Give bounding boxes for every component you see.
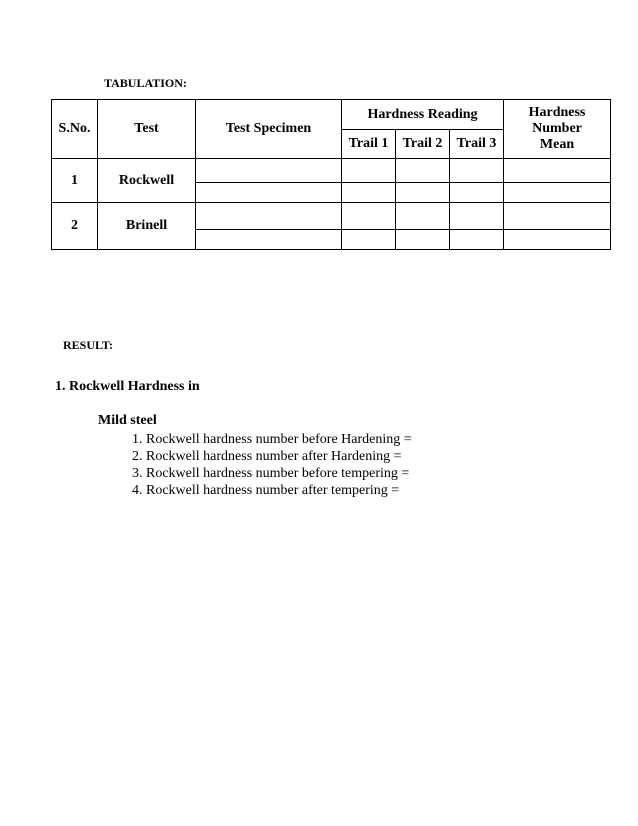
list-item: 1. Rockwell hardness number before Hardening =: [132, 432, 412, 447]
header-trail-3: Trail 3: [450, 130, 504, 159]
table-row: [52, 159, 611, 183]
cell-empty: [342, 203, 396, 230]
cell-empty: [196, 183, 342, 203]
material-heading: Mild steel: [98, 413, 157, 428]
cell-empty: [504, 159, 611, 183]
header-mean-line: Mean: [539, 137, 575, 152]
header-sno: S.No.: [52, 100, 98, 159]
cell-empty: [504, 230, 611, 250]
cell-sno: 2: [52, 203, 98, 250]
cell-empty: [342, 183, 396, 203]
header-hardness-number-mean: [504, 100, 611, 159]
header-trail-2: Trail 2: [396, 130, 450, 159]
header-mean-line: Hardness: [528, 105, 586, 120]
cell-empty: [450, 203, 504, 230]
header-mean-line: Number: [532, 121, 582, 136]
table-row: [52, 203, 611, 230]
result-heading: RESULT:: [63, 338, 114, 352]
list-item: 4. Rockwell hardness number after tempering =: [132, 483, 400, 498]
cell-empty: [450, 183, 504, 203]
list-item: 2. Rockwell hardness number after Hardening =: [132, 449, 402, 464]
header-trail-1: Trail 1: [342, 130, 396, 159]
header-test: Test: [98, 100, 196, 159]
cell-empty: [396, 183, 450, 203]
cell-test: Rockwell: [98, 159, 196, 203]
header-hardness-reading: Hardness Reading: [342, 100, 504, 130]
cell-empty: [396, 159, 450, 183]
cell-empty: [196, 230, 342, 250]
cell-sno: 1: [52, 159, 98, 203]
cell-empty: [196, 203, 342, 230]
cell-empty: [342, 230, 396, 250]
cell-test: Brinell: [98, 203, 196, 250]
cell-empty: [504, 203, 611, 230]
cell-empty: [504, 183, 611, 203]
section-heading: 1. Rockwell Hardness in: [55, 379, 200, 394]
list-item: 3. Rockwell hardness number before tempering =: [132, 466, 410, 481]
cell-empty: [396, 203, 450, 230]
cell-empty: [450, 230, 504, 250]
tabulation-table: [51, 99, 611, 250]
cell-empty: [396, 230, 450, 250]
result-list: [132, 431, 412, 499]
tabulation-heading: TABULATION:: [104, 76, 187, 90]
header-test-specimen: Test Specimen: [196, 100, 342, 159]
cell-empty: [450, 159, 504, 183]
cell-empty: [342, 159, 396, 183]
cell-empty: [196, 159, 342, 183]
